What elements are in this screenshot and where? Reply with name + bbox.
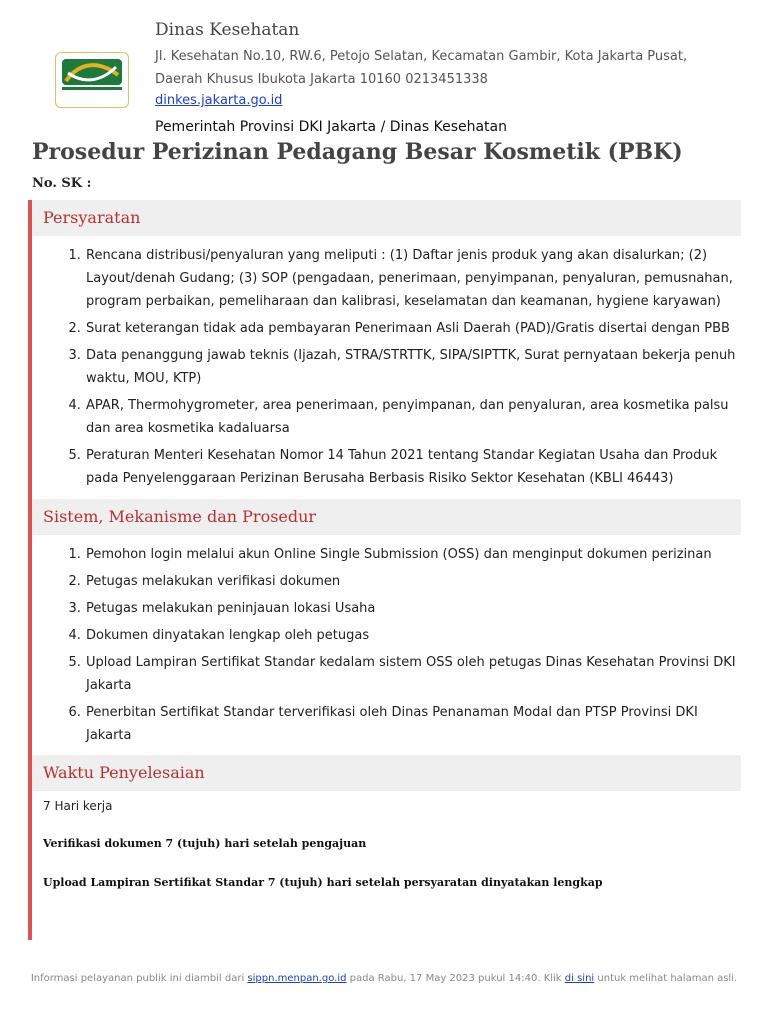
- persyaratan-list: [32, 244, 741, 490]
- footer-note: [0, 973, 768, 984]
- page-title: Prosedur Perizinan Pedagang Besar Kosmetik (PBK): [32, 139, 683, 165]
- list-item: 6. Penerbitan Sertifikat Standar terverifikasi oleh Dinas Penanaman Modal dan PTSP Provinsi DKI Jakarta: [85, 701, 741, 747]
- list-item: 3. Data penanggung jawab teknis (Ijazah, STRA/STRTTK, SIPA/SIPTTK, Surat pernyataan bekerja penuh waktu, MOU, KTP): [85, 344, 741, 390]
- list-item: 4. Dokumen dinyatakan lengkap oleh petugas: [85, 624, 741, 647]
- list-item: 2. Surat keterangan tidak ada pembayaran Penerimaan Asli Daerah (PAD)/Gratis disertai dengan PBB: [85, 317, 741, 340]
- waktu-value: 7 Hari kerja: [43, 799, 113, 813]
- list-item: 4. APAR, Thermohygrometer, area penerimaan, penyimpanan, dan penyaluran, area kosmetika palsu dan area kosmetika kadaluarsa: [85, 394, 741, 440]
- footer-middle: pada Rabu, 17 May 2023 pukul 14:40. Klik: [349, 973, 562, 984]
- dinas-kesehatan-logo: [55, 52, 129, 108]
- list-item: 1. Pemohon login melalui akun Online Single Submission (OSS) dan menginput dokumen perizinan: [85, 543, 741, 566]
- list-item: 1. Rencana distribusi/penyaluran yang meliputi : (1) Daftar jenis produk yang akan disalurkan; (2) Layout/denah Gudang; (3) SOP (pengadaan, penerimaan, penyimpanan, penyaluran, pemusnahan, program perbaikan, pemeliharaan dan kalibrasi, keselamatan dan keamanan, hygiene karyawan): [85, 244, 741, 313]
- org-name: Dinas Kesehatan: [155, 20, 300, 40]
- list-item: 2. Petugas melakukan verifikasi dokumen: [85, 570, 741, 593]
- list-item: 3. Petugas melakukan peninjauan lokasi Usaha: [85, 597, 741, 620]
- waktu-verifikasi: Verifikasi dokumen 7 (tujuh) hari setelah pengajuan: [43, 837, 367, 850]
- waktu-heading: Waktu Penyelesaian: [32, 755, 741, 791]
- footer-suffix: untuk melihat halaman asli.: [597, 973, 738, 984]
- persyaratan-heading: Persyaratan: [32, 200, 741, 236]
- waktu-upload: Upload Lampiran Sertifikat Standar 7 (tujuh) hari setelah persyaratan dinyatakan lengkap: [43, 876, 603, 889]
- list-item: 5. Upload Lampiran Sertifikat Standar kedalam sistem OSS oleh petugas Dinas Kesehatan Provinsi DKI Jakarta: [85, 651, 741, 697]
- source-link[interactable]: sippn.menpan.go.id: [247, 973, 347, 984]
- government-label: Pemerintah Provinsi DKI Jakarta / Dinas Kesehatan: [155, 119, 508, 135]
- website-link[interactable]: dinkes.jakarta.go.id: [155, 93, 283, 108]
- service-content: [28, 200, 741, 940]
- list-item: 5. Peraturan Menteri Kesehatan Nomor 14 Tahun 2021 tentang Standar Kegiatan Usaha dan Produk pada Penyelenggaraan Perizinan Berusaha Berbasis Risiko Sektor Kesehatan (KBLI 46443): [85, 444, 741, 490]
- org-address: Jl. Kesehatan No.10, RW.6, Petojo Selatan, Kecamatan Gambir, Kota Jakarta Pusat, Daerah Khusus Ibukota Jakarta 10160 0213451338: [155, 49, 688, 87]
- sistem-heading: Sistem, Mekanisme dan Prosedur: [32, 499, 741, 535]
- original-page-link[interactable]: di sini: [564, 973, 595, 984]
- footer-prefix: Informasi pelayanan publik ini diambil dari: [30, 973, 245, 984]
- sistem-list: [32, 543, 741, 747]
- sk-label: No. SK :: [32, 176, 92, 191]
